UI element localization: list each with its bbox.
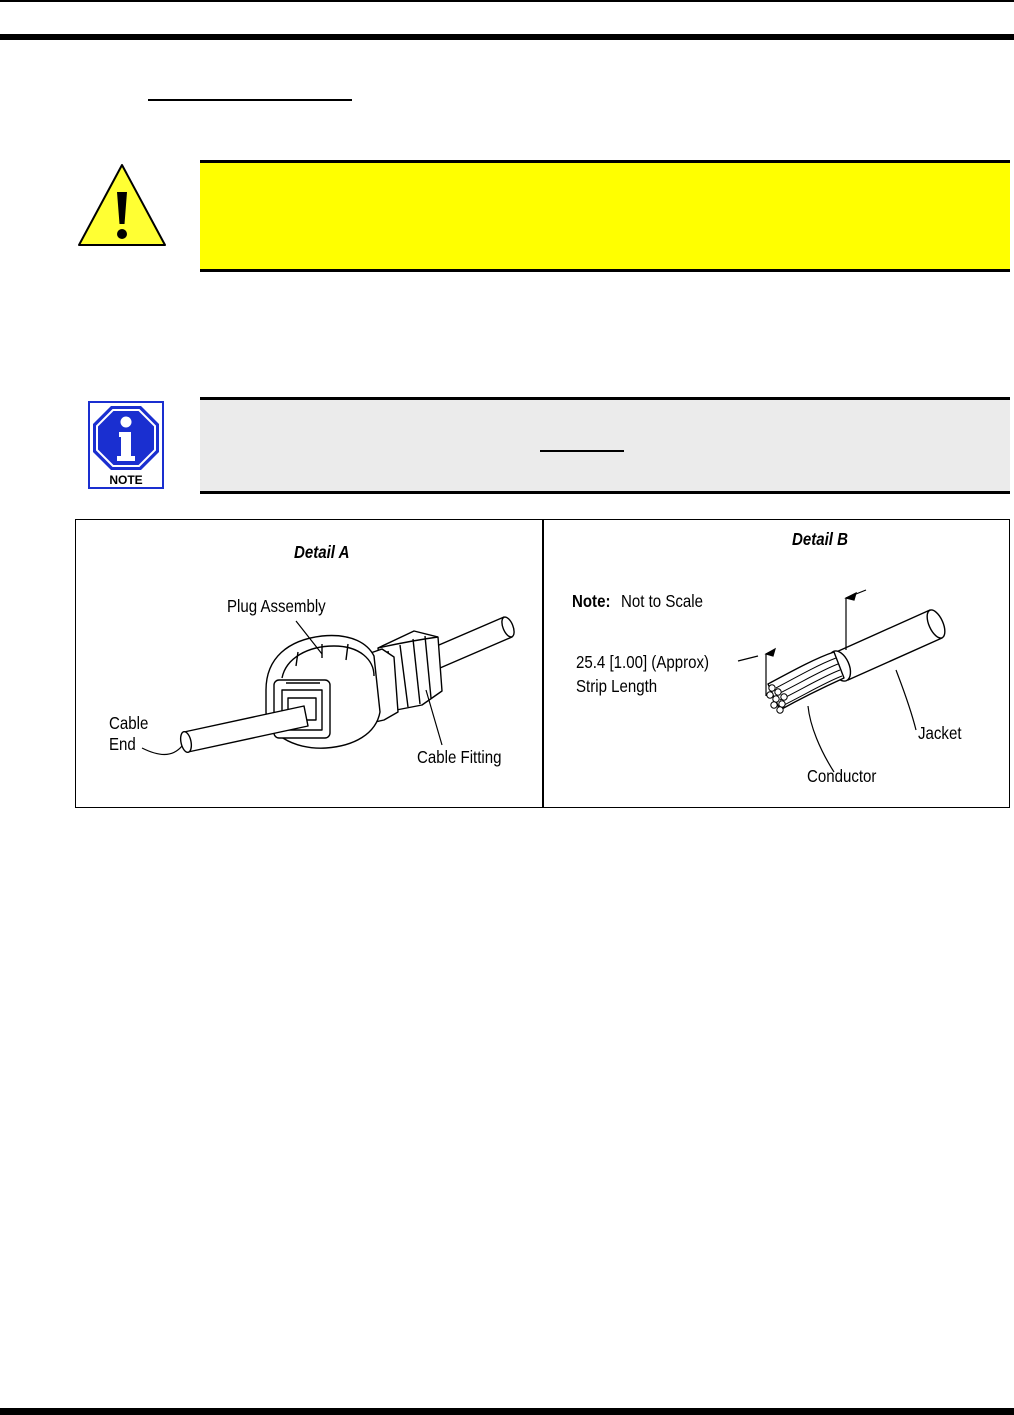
- note-icon-label: NOTE: [109, 473, 143, 487]
- cable-end-label-line1: Cable: [109, 713, 149, 733]
- detail-b-panel: [544, 520, 1009, 807]
- conductor-label: Conductor: [807, 766, 877, 786]
- note-emphasis-underline: [540, 450, 624, 452]
- section-heading-underline: [148, 99, 352, 101]
- plug-assembly-label: Plug Assembly: [227, 596, 326, 616]
- detail-b-title: Detail B: [792, 529, 849, 549]
- strip-length-label: Strip Length: [576, 676, 658, 696]
- footer-rule-thick: [0, 1408, 1014, 1415]
- header-rule-thick: [0, 34, 1014, 40]
- note-box: [200, 397, 1010, 494]
- cable-prep-figure: [75, 519, 1010, 808]
- scale-note-text: Not to Scale: [621, 591, 703, 611]
- strip-dimension-label: 25.4 [1.00] (Approx): [576, 652, 710, 672]
- caution-box: [200, 160, 1010, 272]
- caution-triangle-icon: [76, 162, 168, 248]
- info-note-icon: [88, 401, 164, 489]
- jacket-label: Jacket: [918, 723, 962, 743]
- detail-a-title: Detail A: [294, 542, 350, 562]
- scale-note-label: Note:: [572, 591, 611, 611]
- detail-a-panel: [76, 520, 542, 807]
- header-rule-thin: [0, 0, 1014, 2]
- cable-fitting-label: Cable Fitting: [417, 747, 502, 767]
- cable-end-label-line2: End: [109, 734, 136, 754]
